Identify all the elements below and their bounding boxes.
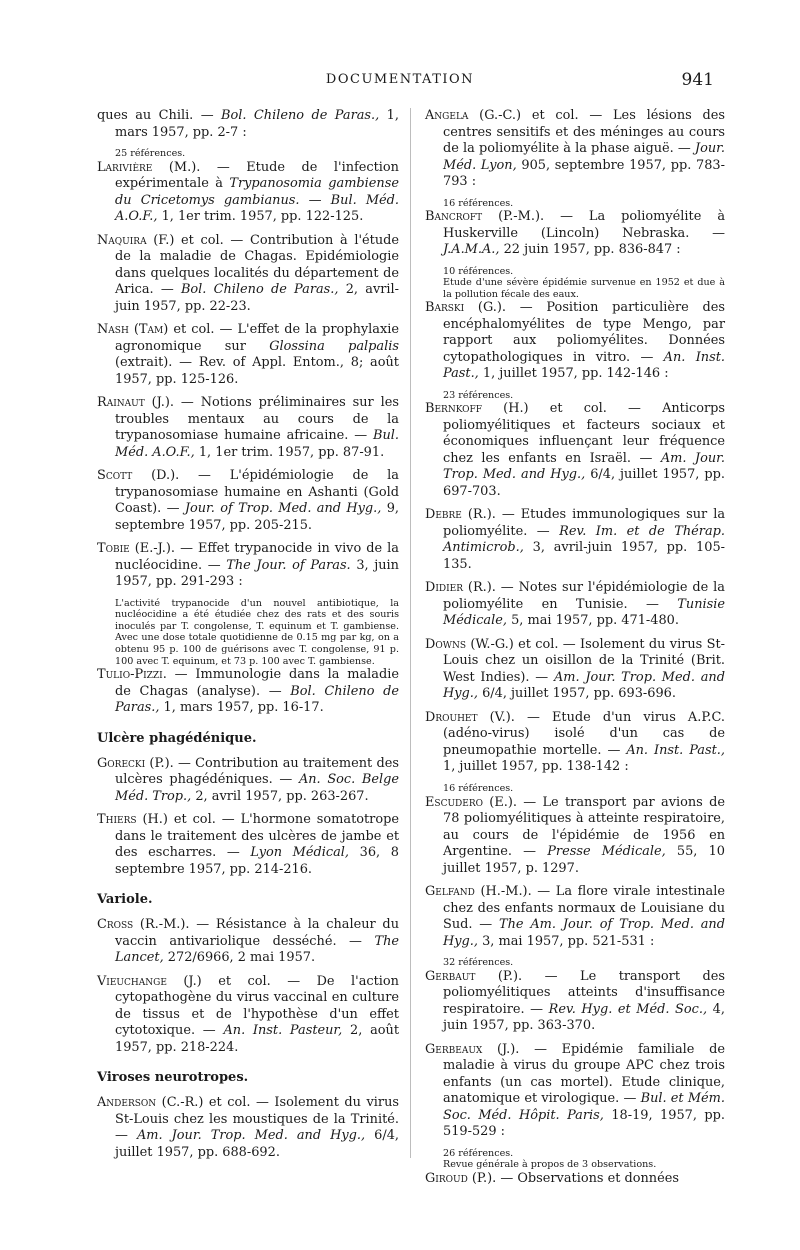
bibliography-entry	[97, 756, 399, 806]
entry-author: Angela (G.-C.)	[425, 108, 522, 123]
entry-details: 272/6966, 2 mai 1957.	[167, 950, 316, 966]
entry-source: The Am. Jour. of Trop. Med. and Hyg.,	[443, 917, 725, 949]
page-number: 941	[681, 70, 714, 90]
entry-author: Gelfand (H.-M.).	[425, 884, 532, 900]
entry-details: 5, mai 1957, pp. 471-480.	[511, 613, 679, 629]
entry-details: 1, mars 1957, pp. 16-17.	[163, 700, 324, 716]
column-divider	[410, 108, 411, 1158]
entry-title: — Notes sur l'épidémiologie de la poliomyélite en Tunisie. —	[443, 580, 725, 612]
entry-source: Bol. Chileno de Paras.,	[115, 683, 399, 716]
entry-source: The Jour. of Paras.	[226, 557, 351, 573]
entry-source: An. Inst. Pasteur,	[223, 1023, 343, 1039]
bibliography-entry	[97, 160, 399, 226]
bibliography-entry	[97, 917, 399, 967]
entry-title: — Le transport des poliomyélitiques atteints d'insuffisance respiratoire. —	[443, 968, 725, 1017]
entry-details: 3, juin 1957, pp. 291-293 :	[115, 557, 399, 590]
entry-details: 1, 1er trim. 1957, pp. 87-91.	[198, 444, 385, 460]
entry-author: Bancroft (P.-M.).	[425, 209, 545, 225]
entry-author: Cross (R.-M.).	[97, 917, 190, 933]
right-column	[425, 108, 725, 1194]
entry-source: Jour. Méd. Lyon,	[443, 141, 725, 173]
entry-title: — Le transport par avions de 78 poliomyélitiques à atteinte respiratoire, au cours de l'épidémie de 1956 en Argentine. —	[443, 794, 725, 860]
entry-title: et col. — Anticorps poliomyélitiques et facteurs sociaux et économiques influençant leur fréquence chez les enfants en Israël. —	[443, 401, 725, 466]
entry-author: Drouhet (V.).	[425, 709, 515, 725]
entry-title: et col. — De l'action cytopathogène du virus vaccinal en culture de tissus et de l'hypothèse d'un effet cytotoxique. —	[115, 973, 399, 1039]
entry-note: Revue générale à propos de 3 observations.	[443, 1159, 657, 1171]
entry-details: 36, 8 septembre 1957, pp. 214-216.	[115, 845, 399, 877]
entry-source: Presse Médicale,	[547, 844, 666, 860]
entry-source: The Lancet,	[115, 933, 399, 966]
bibliography-entry	[97, 541, 399, 591]
section-heading: Ulcère phagédénique.	[97, 730, 257, 746]
bibliography-entry	[425, 969, 725, 1035]
entry-details: 1, mars 1957, pp. 2-7 :	[115, 108, 399, 140]
entry-details: 2, avril 1957, pp. 263-267.	[195, 788, 369, 804]
entry-title: — Etude de l'infection expérimentale à	[115, 159, 399, 192]
entry-source: Bol. Chileno de Paras.,	[180, 282, 339, 298]
bibliography-entry	[425, 637, 725, 703]
entry-title: — Effet trypanocide in vivo de la nucléocidine. —	[115, 541, 399, 573]
entry-details: 2, avril-juin 1957, pp. 22-23.	[115, 282, 399, 314]
entry-source: Jour. of Trop. Med. and Hyg.,	[184, 501, 382, 517]
entry-details: 4, juin 1957, pp. 363-370.	[443, 1001, 725, 1034]
entry-author: Bernkoff (H.)	[425, 401, 529, 417]
bibliography-entry	[97, 233, 399, 316]
entry-source: Rev. Im. et de Thérap. Antimicrob.,	[443, 523, 726, 556]
entry-title: — Immunologie dans la maladie de Chagas (analyse). —	[115, 667, 399, 699]
entry-note: 23 références.	[443, 389, 514, 401]
entry-details: (extrait). — Rev. of Appl. Entom., 8; août 1957, pp. 125-126.	[115, 355, 399, 387]
entry-author: Larivière (M.).	[97, 159, 201, 175]
entry-details: 905, septembre 1957, pp. 783-793 :	[443, 157, 725, 189]
page-header	[0, 70, 800, 92]
bibliography-entry	[425, 300, 725, 383]
bibliography-entry	[425, 1042, 725, 1141]
bibliography-entry	[97, 812, 399, 878]
entry-title: ques au Chili. —	[97, 108, 214, 123]
entry-title: — Epidémie familiale de maladie à virus du groupe APC chez trois enfants (un cas mortel). Etude clinique, anatomique et virologique. —	[443, 1041, 725, 1107]
entry-note: Etude d'une sévère épidémie survenue en 1952 et due à la pollution fécale des eaux.	[443, 277, 725, 300]
running-head: DOCUMENTATION	[325, 72, 475, 87]
entry-title: — La flore virale intestinale chez des enfants normaux de Louisiane du Sud. —	[443, 884, 725, 933]
section-heading: Variole.	[97, 892, 153, 908]
entry-author: Debre (R.).	[425, 507, 496, 523]
entry-details: 55, 10 juillet 1957, p. 1297.	[443, 844, 725, 876]
entry-source: Trypanosomia gambiense du Cricetomys gambianus. — Bul. Méd. A.O.F.,	[115, 176, 399, 225]
entry-source: Bol. Chileno de Paras.,	[221, 108, 380, 123]
entry-note: 25 références.	[115, 148, 186, 159]
entry-details: 6/4, juillet 1957, pp. 697-703.	[443, 467, 725, 499]
entry-author: Anderson (C.-R.)	[97, 1095, 204, 1111]
bibliography-entry	[425, 710, 725, 776]
entry-author: Gorecki (P.).	[97, 755, 174, 771]
entry-title: — L'épidémiologie de la trypanosomiase humaine en Ashanti (Gold Coast). —	[115, 468, 399, 517]
bibliography-entry	[97, 108, 399, 141]
entry-details: 3, mai 1957, pp. 521-531 :	[482, 933, 655, 949]
entry-details: 6/4, juillet 1957, pp. 693-696.	[482, 686, 676, 702]
bibliography-entry	[97, 974, 399, 1057]
bibliography-entry	[425, 507, 725, 573]
entry-note: 26 références.	[443, 1147, 514, 1159]
entry-author: Naquira (F.)	[97, 232, 175, 248]
entry-source: An. Inst. Past.,	[443, 349, 725, 382]
entry-author: Nash (Tam)	[97, 322, 169, 338]
entry-source: Tunisie Médicale,	[443, 596, 725, 629]
bibliography-entry	[425, 884, 725, 950]
entry-source: Rev. Hyg. et Méd. Soc.,	[548, 1001, 708, 1017]
entry-note: 10 références.	[443, 265, 514, 277]
entry-source: Glossina palpalis	[269, 338, 399, 354]
entry-details: 2, août 1957, pp. 218-224.	[115, 1023, 399, 1055]
bibliography-entry	[425, 108, 725, 191]
entry-author: Gerbaut (P.).	[425, 968, 523, 984]
entry-title: et col. — Isolement du virus St-Louis chez les moustiques de la Trinité. —	[115, 1095, 399, 1144]
entry-title: — Contribution au traitement des ulcères phagédéniques. —	[115, 755, 399, 788]
entry-title: — Etude d'un virus A.P.C. (adéno-virus) isolé d'un cas de pneumopathie mortelle. —	[443, 709, 725, 758]
entry-title: — Notions préliminaires sur les troubles mentaux au cours de la trypanosomiase humaine africaine. —	[115, 395, 399, 444]
entry-author: Giroud (P.).	[425, 1170, 497, 1186]
entry-author: Downs (W.-G.)	[425, 636, 514, 652]
bibliography-entry	[425, 795, 725, 878]
entry-author: Escudero (E.).	[425, 794, 517, 810]
entry-details: 22 juin 1957, pp. 836-847 :	[503, 242, 681, 258]
entry-source: Bul. et Mém. Soc. Méd. Hôpit. Paris,	[443, 1091, 725, 1123]
entry-source: An. Soc. Belge Méd. Trop.,	[115, 772, 400, 804]
entry-details: 3, avril-juin 1957, pp. 105-135.	[443, 540, 726, 572]
entry-author: Tulio-Pizzi.	[97, 667, 167, 683]
entry-source: Am. Jour. Trop. Med. and Hyg.,	[136, 1128, 366, 1144]
entry-author: Rainaut (J.).	[97, 395, 175, 411]
entry-note: 32 références.	[443, 957, 514, 969]
entry-title: et col. — Les lésions des centres sensitifs et des méninges au cours de la poliomyélite à la phase aiguë. —	[443, 108, 725, 156]
entry-details: 1, juillet 1957, pp. 138-142 :	[443, 759, 629, 775]
entry-details: 1, 1er trim. 1957, pp. 122-125.	[161, 209, 364, 225]
entry-note: 16 références.	[443, 197, 514, 209]
bibliography-entry	[97, 667, 399, 717]
entry-title: — La poliomyélite à Huskerville (Lincoln) Nebraska. —	[443, 209, 725, 241]
entry-author: Tobie (E.-J.).	[97, 541, 176, 557]
entry-source: J.A.M.A.,	[443, 242, 500, 258]
entry-title: et col. — L'hormone somatotrope dans le traitement des ulcères de jambe et des escharres. —	[115, 812, 399, 861]
entry-author: Barski (G.).	[425, 300, 507, 316]
entry-author: Didier (R.).	[425, 580, 496, 596]
entry-title: — Position particulière des encéphalomyélites de type Mengo, par rapport aux poliomyélites. Données cytopathologiques in vitro. —	[443, 300, 725, 365]
entry-details: 9, septembre 1957, pp. 205-215.	[115, 501, 399, 533]
entry-source: An. Inst. Past.,	[626, 742, 725, 758]
entry-details: 6/4, juillet 1957, pp. 688-692.	[115, 1128, 399, 1160]
bibliography-entry	[97, 468, 399, 534]
bibliography-entry	[97, 395, 399, 461]
bibliography-entry	[97, 322, 399, 388]
entry-title: et col. — Contribution à l'étude de la maladie de Chagas. Epidémiologie dans quelques localités du département de Arica. —	[115, 232, 400, 298]
entry-source: Am. Jour. Trop. Med. and Hyg.,	[443, 450, 725, 483]
bibliography-entry	[425, 209, 725, 259]
entry-details: 1, juillet 1957, pp. 142-146 :	[482, 366, 669, 382]
bibliography-entry	[425, 401, 725, 500]
entry-author: Thiers (H.)	[97, 812, 168, 828]
entry-source: Lyon Médical,	[250, 845, 350, 861]
bibliography-entry	[425, 1171, 725, 1188]
entry-title: — Observations et données	[500, 1170, 679, 1186]
left-column	[97, 108, 399, 1168]
bibliography-entry	[425, 580, 725, 630]
entry-title: et col. — Isolement du virus St-Louis chez un oisillon de la Trinité (Brit. West Indies). —	[443, 636, 725, 685]
entry-author: Vieuchange (J.)	[97, 973, 202, 989]
entry-source: Bul. Méd. A.O.F.,	[115, 428, 399, 460]
entry-title: — Résistance à la chaleur du vaccin antivariolique desséché. —	[115, 917, 399, 949]
entry-title: et col. — L'effet de la prophylaxie agronomique sur	[115, 322, 399, 354]
entry-author: Scott (D.).	[97, 468, 180, 484]
entry-source: Am. Jour. Trop. Med. and Hyg.,	[443, 669, 725, 702]
entry-author: Gerbeaux (J.).	[425, 1041, 520, 1057]
entry-details: 18-19, 1957, pp. 519-529 :	[443, 1107, 725, 1140]
entry-note: 16 références.	[443, 782, 514, 794]
section-heading: Viroses neurotropes.	[97, 1070, 249, 1086]
bibliography-entry	[97, 1095, 399, 1161]
entry-title: — Etudes immunologiques sur la poliomyélite. —	[443, 507, 726, 539]
entry-note: L'activité trypanocide d'un nouvel antibiotique, la nucléocidine a été étudiée chez des rats et des souris inoculés par T. congolense, T. equinum et T. gambiense. Avec une dose totale quotidienne de 0.15 mg par kg, on a obtenu 95 p. 100 de guérisons avec T. congolense, 91 p. 100 avec T. equinum, et 73 p. 100 avec T. gambiense.	[115, 597, 399, 667]
